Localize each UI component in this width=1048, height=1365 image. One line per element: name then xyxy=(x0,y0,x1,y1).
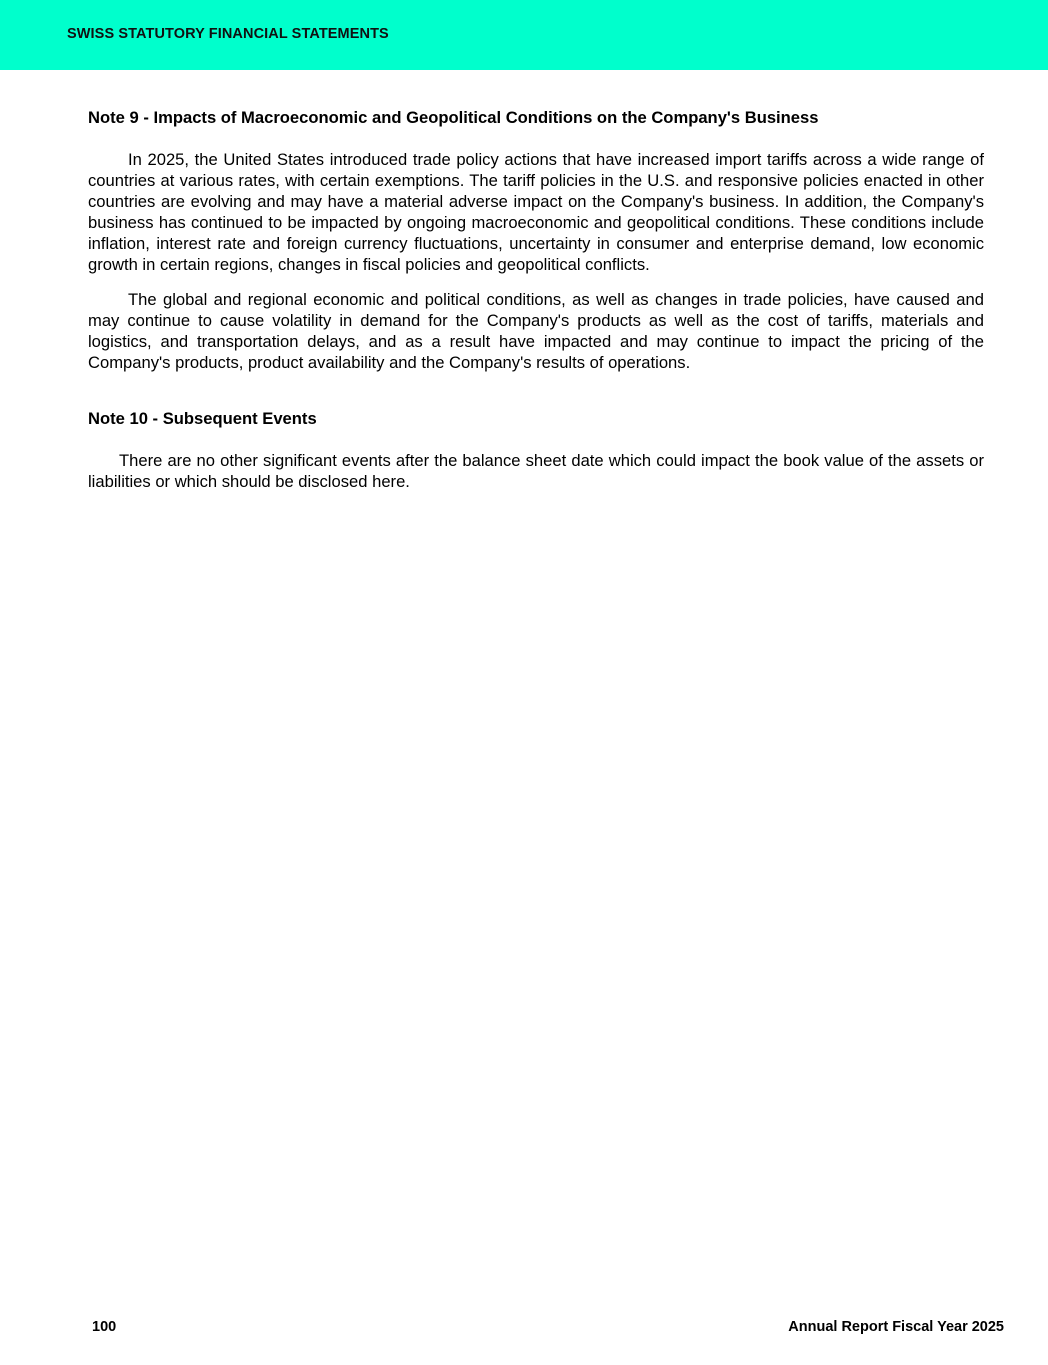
report-title: Annual Report Fiscal Year 2025 xyxy=(788,1319,1004,1335)
note-9-section xyxy=(88,107,984,373)
note-9-heading: Note 9 - Impacts of Macroeconomic and Geopolitical Conditions on the Company's Business xyxy=(88,108,819,127)
page-number: 100 xyxy=(92,1319,117,1335)
header-band xyxy=(0,0,1048,70)
header-title: SWISS STATUTORY FINANCIAL STATEMENTS xyxy=(67,26,389,42)
note-9-paragraph-1: In 2025, the United States introduced trade policy actions that have increased import tariffs across a wide range of countries at various rates, with certain exemptions. The tariff policies in the U.S. and responsive policies enacted in other countries are evolving and may have a material adverse impact on the Company's business. In addition, the Company's business has continued to be impacted by ongoing macroeconomic and geopolitical conditions. These conditions include inflation, interest rate and foreign currency fluctuations, uncertainty in consumer and enterprise demand, low economic growth in certain regions, changes in fiscal policies and geopolitical conflicts. xyxy=(88,150,984,274)
document-body xyxy=(88,107,984,492)
note-9-paragraph-2: The global and regional economic and political conditions, as well as changes in trade policies, have caused and may continue to cause volatility in demand for the Company's products as well as the cost of tariffs, materials and logistics, and transportation delays, and as a result have impacted and may continue to impact the pricing of the Company's products, product availability and the Company's results of operations. xyxy=(88,290,984,372)
note-10-paragraph-1: There are no other significant events after the balance sheet date which could impact the book value of the assets or liabilities or which should be disclosed here. xyxy=(88,451,984,491)
note-10-section xyxy=(88,408,984,492)
note-10-heading: Note 10 - Subsequent Events xyxy=(88,409,317,428)
